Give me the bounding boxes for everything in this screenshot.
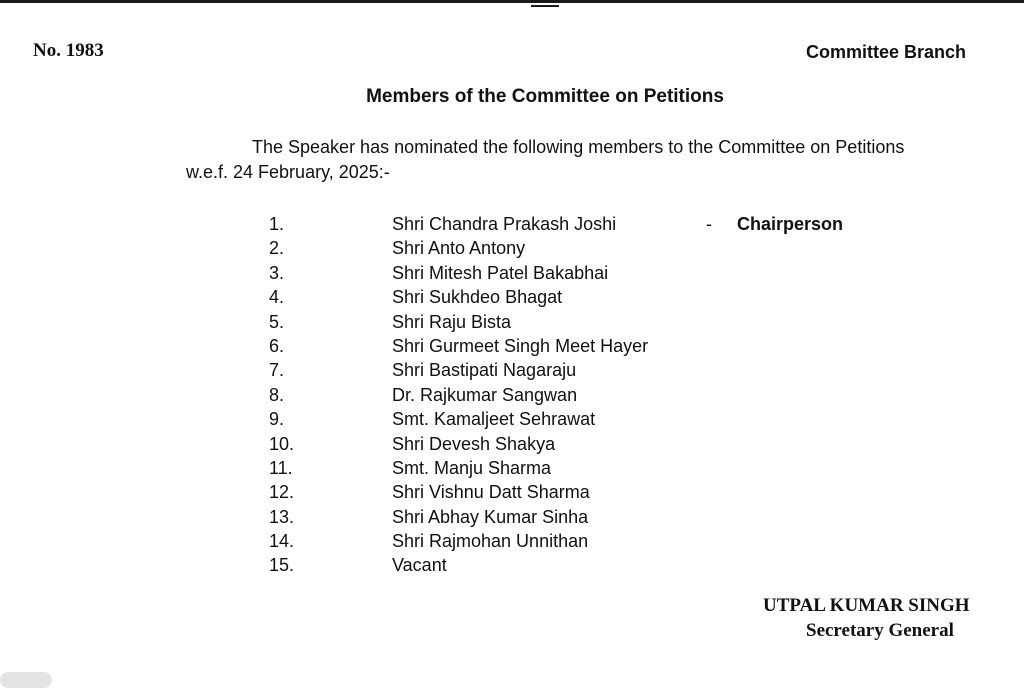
member-row (0, 458, 1024, 482)
member-role: Chairperson (737, 214, 844, 234)
members-list (0, 214, 1024, 580)
member-name: Shri Mitesh Patel Bakabhai (392, 262, 609, 283)
member-name: Shri Abhay Kumar Sinha (392, 506, 589, 527)
member-row (0, 555, 1024, 579)
signatory-name: UTPAL KUMAR SINGH (763, 595, 970, 616)
corner-shadow (0, 672, 52, 688)
member-row (0, 507, 1024, 531)
bulletin-number: No. 1983 (33, 40, 104, 61)
member-number: 8. (269, 384, 285, 405)
branch-name: Committee Branch (805, 42, 966, 62)
member-row (0, 385, 1024, 409)
member-row (0, 336, 1024, 360)
top-dash-mark (531, 5, 559, 7)
member-name: Shri Bastipati Nagaraju (392, 360, 577, 381)
member-name: Shri Rajmohan Unnithan (392, 531, 589, 552)
member-name: Shri Vishnu Datt Sharma (392, 482, 590, 503)
member-row (0, 360, 1024, 384)
member-number: 3. (269, 262, 285, 283)
member-row (0, 238, 1024, 262)
member-name: Shri Sukhdeo Bhagat (392, 287, 563, 308)
member-number: 9. (269, 409, 285, 430)
document-title: Members of the Committee on Petitions (366, 86, 724, 107)
member-name: Smt. Manju Sharma (392, 457, 552, 478)
member-name: Shri Devesh Shakya (392, 433, 556, 454)
member-row (0, 214, 1024, 238)
role-separator: - (706, 214, 712, 234)
member-name: Smt. Kamaljeet Sehrawat (392, 409, 596, 430)
intro-text-line-1: The Speaker has nominated the following members to the Committee on Petitions (252, 137, 905, 157)
member-number: 2. (269, 238, 285, 259)
member-row (0, 312, 1024, 336)
member-row (0, 287, 1024, 311)
member-number: 5. (269, 311, 285, 332)
member-row (0, 409, 1024, 433)
member-number: 15. (269, 555, 295, 576)
member-name: Shri Anto Antony (392, 238, 526, 259)
member-row (0, 531, 1024, 555)
member-number: 13. (269, 506, 295, 527)
member-number: 11. (269, 457, 293, 478)
member-number: 14. (269, 531, 295, 552)
member-number: 1. (269, 214, 285, 234)
top-border-rule (0, 0, 1024, 3)
member-name: Dr. Rajkumar Sangwan (392, 384, 578, 405)
member-row (0, 434, 1024, 458)
member-number: 7. (269, 360, 285, 381)
member-name: Shri Gurmeet Singh Meet Hayer (392, 335, 649, 356)
signatory-designation: Secretary General (806, 620, 954, 641)
member-number: 12. (269, 482, 295, 503)
intro-text-line-2: w.e.f. 24 February, 2025:- (186, 162, 390, 182)
member-number: 6. (269, 335, 285, 356)
member-number: 10. (269, 433, 295, 454)
member-name: Shri Raju Bista (392, 311, 512, 332)
member-name: Vacant (392, 555, 447, 576)
member-name: Shri Chandra Prakash Joshi (392, 214, 617, 234)
member-row (0, 263, 1024, 287)
member-row (0, 482, 1024, 506)
member-number: 4. (269, 287, 285, 308)
